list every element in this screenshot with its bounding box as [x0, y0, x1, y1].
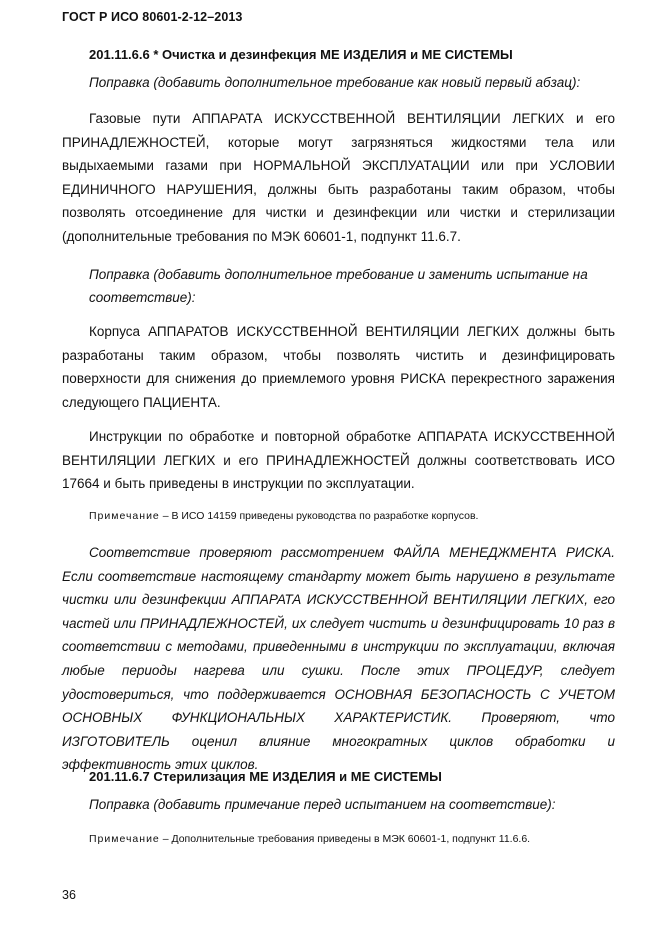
note [62, 510, 642, 522]
compliance-text: Соответствие проверяют рассмотрением ФАЙЛА МЕНЕДЖМЕНТА РИСКА. Если соответствие настоящему стандарту может быть нарушено в результате чистки или дезинфекции АППАРАТА ИСКУССТВЕННОЙ ВЕНТИЛЯЦИИ ЛЕГКИХ, его частей или ПРИНАДЛЕЖНОСТЕЙ, их следует чистить и дезинфицировать 10 раз в соответствии с методами, приведенными в инструкции по эксплуатации, включая любые периоды нагрева или сушки. После этих ПРОЦЕДУР, следует удостовериться, что поддерживается ОСНОВНАЯ БЕЗОПАСНОСТЬ С УЧЕТОМ ОСНОВНЫХ ФУНКЦИОНАЛЬНЫХ ХАРАКТЕРИСТИК. Проверяют, что ИЗГОТОВИТЕЛЬ оценил влияние многократных циклов обработки и эффективность этих циклов. [62, 545, 615, 773]
note-label: Примечание [89, 833, 160, 845]
standard-header: ГОСТ Р ИСО 80601-2-12–2013 [62, 10, 243, 24]
amendment-note: Поправка (добавить дополнительное требование и заменить испытание на соответствие): [89, 267, 588, 305]
note [62, 833, 642, 845]
paragraph-instructions: Инструкции по обработке и повторной обработке АППАРАТА ИСКУССТВЕННОЙ ВЕНТИЛЯЦИИ ЛЕГКИХ и его ПРИНАДЛЕЖНОСТЕЙ должны соответствовать ИСО 17664 и быть приведены в инструкции по эксплуатации. [62, 429, 615, 492]
note-text: – Дополнительные требования приведены в МЭК 60601-1, подпункт 11.6.6. [162, 833, 531, 845]
note-label: Примечание [89, 510, 160, 522]
section-heading-11-6-7: 201.11.6.7 Стерилизация МЕ ИЗДЕЛИЯ и МЕ СИСТЕМЫ [89, 769, 442, 784]
paragraph-enclosures: Корпуса АППАРАТОВ ИСКУССТВЕННОЙ ВЕНТИЛЯЦИИ ЛЕГКИХ должны быть разработаны таким образом, чтобы позволять чистить и дезинфицировать поверхности для снижения до приемлемого уровня РИСКА перекрестного заражения следующего ПАЦИЕНТА. [62, 324, 615, 410]
note-text: – В ИСО 14159 приведены руководства по разработке корпусов. [162, 510, 479, 522]
paragraph-gas-paths: Газовые пути АППАРАТА ИСКУССТВЕННОЙ ВЕНТИЛЯЦИИ ЛЕГКИХ и его ПРИНАДЛЕЖНОСТЕЙ, которые могут загрязняться жидкостями тела или выдыхаемыми газами при НОРМАЛЬНОЙ ЭКСПЛУАТАЦИИ или при УСЛОВИИ ЕДИНИЧНОГО НАРУШЕНИЯ, должны быть разработаны таким образом, чтобы позволять отсоединение для чистки и дезинфекции или чистки и стерилизации (дополнительные требования по МЭК 60601-1, подпункт 11.6.7. [62, 111, 615, 244]
amendment-note: Поправка (добавить примечание перед испытанием на соответствие): [89, 797, 556, 812]
page-number: 36 [62, 888, 76, 902]
amendment-note: Поправка (добавить дополнительное требование как новый первый абзац): [89, 75, 581, 90]
section-heading-11-6-6: 201.11.6.6 * Очистка и дезинфекция МЕ ИЗДЕЛИЯ и МЕ СИСТЕМЫ [89, 47, 513, 62]
